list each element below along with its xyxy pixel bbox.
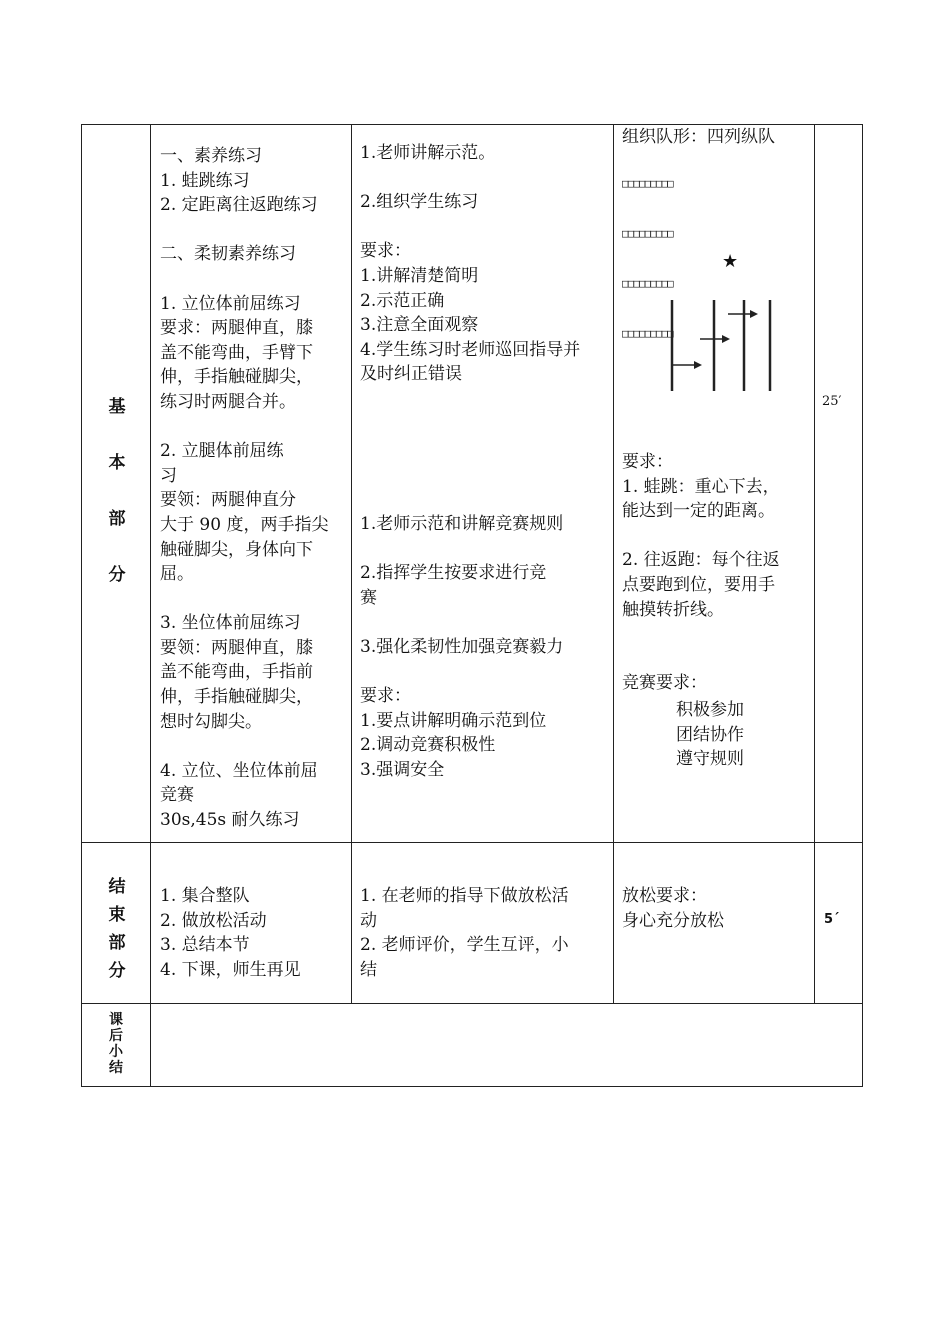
competition-items: 积极参加 团结协作 遵守规则 (676, 700, 744, 770)
label-char: 基 (108, 397, 126, 417)
label-char: 部 (108, 933, 126, 953)
formation-row: □□□□□□□□□ (622, 227, 673, 240)
org-requirements: 要求： 1. 蛙跳：重心下去， 能达到一定的距离。 2. 往返跑：每个往返 点要跑到位，要用手 触摸转折线。 竞赛要求： (622, 452, 780, 694)
ending-time: 5´ (824, 912, 840, 927)
label-char: 本 (108, 453, 126, 473)
formation-row: □□□□□□□□□ (622, 177, 673, 190)
label-char: 后 (109, 1028, 123, 1044)
label-char: 结 (109, 1060, 123, 1076)
basic-content-text: 一、素养练习 1. 蛙跳练习 2. 定距离往返跑练习 二、柔韧素养练习 1. 立位体前屈练习 要求：两腿伸直，膝 盖不能弯曲，手臂下 伸，手指触碰脚尖， 练习时两腿合并。 2. 立腿体前屈练 习 要领：两腿伸直分 大于 90 度，两手指尖 触碰脚尖，身体向下 屈。 3. 坐位体前屈练习 要领：两腿伸直，膝 盖不能弯曲，手指前 伸，手指触碰脚尖， 想时勾脚尖。 4. 立位、坐位体前屈 竞赛 30s,45s 耐久练习 (160, 146, 329, 831)
teacher-star-icon: ★ (722, 251, 739, 272)
running-diagram (660, 295, 785, 395)
label-char: 束 (108, 905, 126, 925)
label-char: 分 (108, 565, 126, 585)
basic-method-bottom: 1.老师示范和讲解竞赛规则 2.指挥学生按要求进行竞 赛 3.强化柔韧性加强竞赛毅力 要求： 1.要点讲解明确示范到位 2.调动竞赛积极性 3.强调安全 (360, 514, 564, 780)
label-char: 部 (108, 509, 126, 529)
ending-org-text: 放松要求： 身心充分放松 (622, 886, 724, 931)
label-char: 课 (109, 1012, 123, 1028)
summary-content-cell (150, 1003, 863, 1087)
ending-section-label (102, 872, 132, 984)
label-char: 小 (109, 1044, 123, 1060)
formation-row: □□□□□□□□□ (622, 327, 673, 340)
summary-section-label (101, 1012, 131, 1076)
formation-row: □□□□□□□□□ (622, 277, 673, 290)
basic-section-label (102, 392, 132, 616)
basic-time-cell (814, 124, 863, 843)
label-char: 结 (108, 877, 126, 897)
ending-method-text: 1. 在老师的指导下做放松活 动 2. 老师评价，学生互评，小 结 (360, 886, 569, 980)
basic-method-top: 1.老师讲解示范。 2.组织学生练习 要求： 1.讲解清楚简明 2.示范正确 3.注意全面观察 4.学生练习时老师巡回指导并 及时纠正错误 (360, 143, 581, 385)
formation-title: 组织队形：四列纵队 (622, 127, 775, 147)
basic-time: 25′ (822, 394, 842, 409)
ending-content-text: 1. 集合整队 2. 做放松活动 3. 总结本节 4. 下课，师生再见 (160, 886, 301, 980)
label-char: 分 (108, 961, 126, 981)
